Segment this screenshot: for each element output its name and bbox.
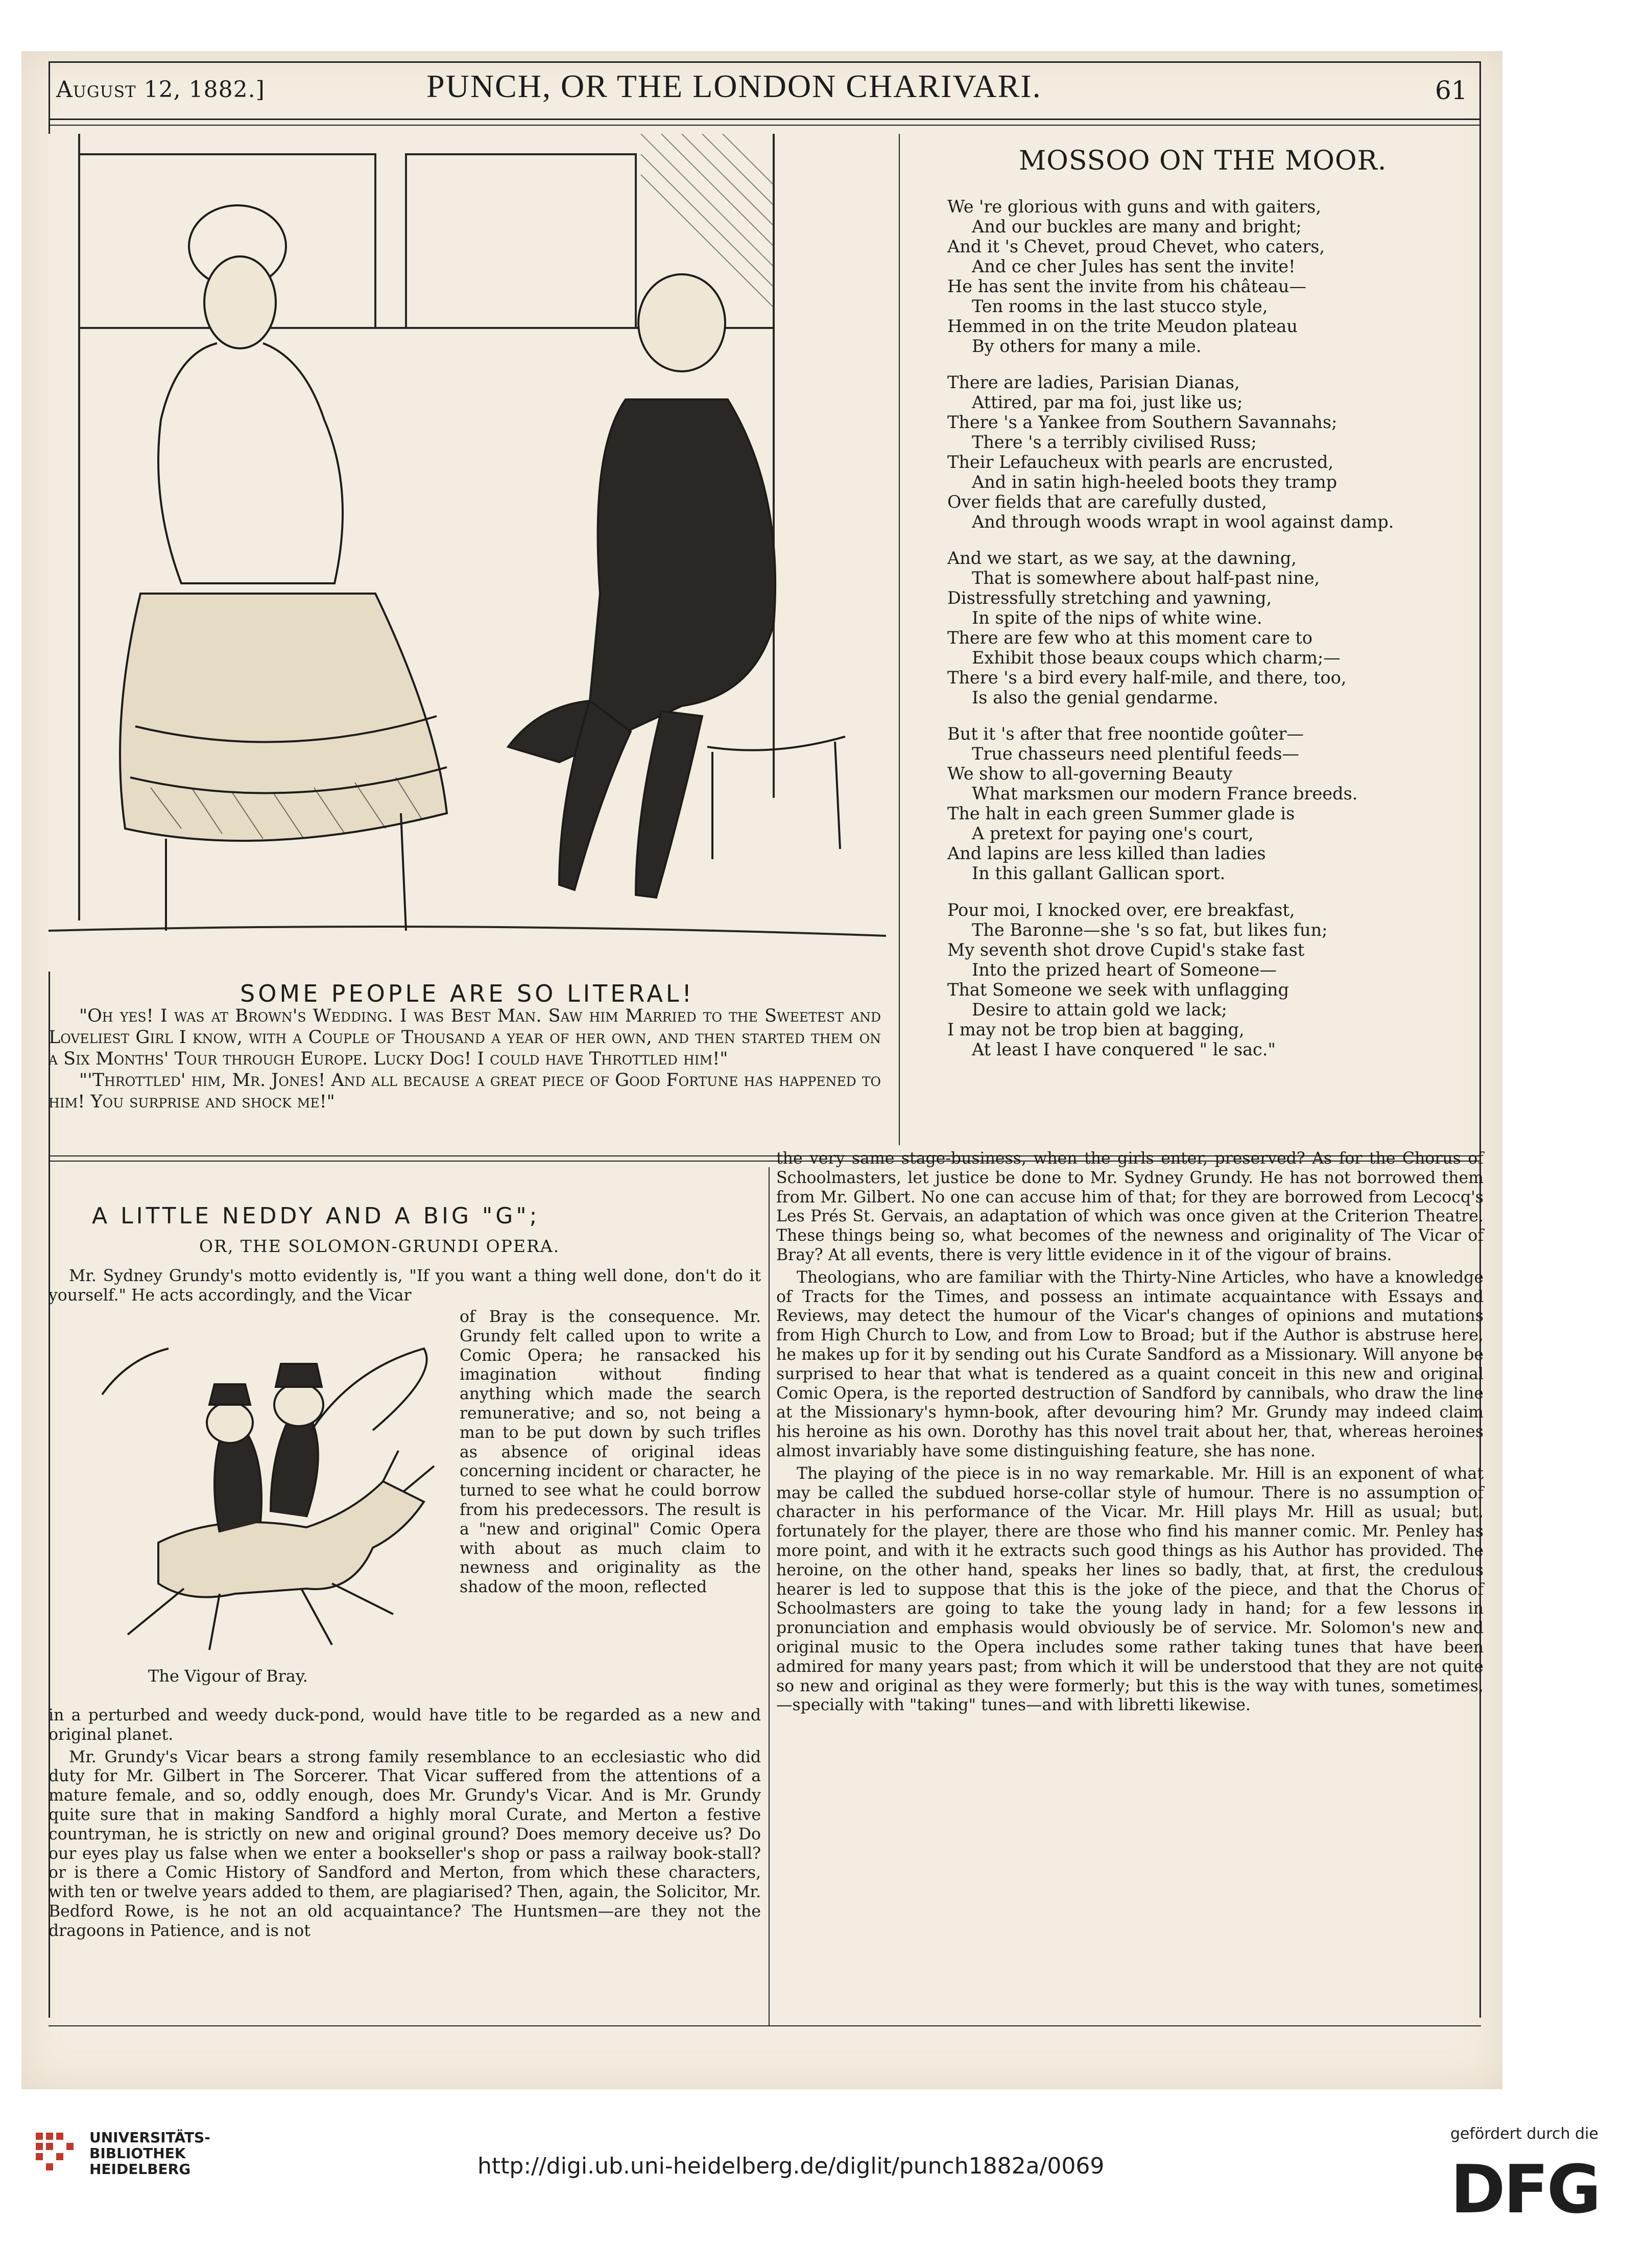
poem-line: There 's a Yankee from Southern Savannahs;: [947, 412, 1337, 433]
poem-stanza: [947, 197, 1468, 356]
poem-stanza: [947, 900, 1468, 1059]
poem-line: And in satin high-heeled boots they tramp: [972, 472, 1337, 492]
funding-label: gefördert durch die: [1450, 2125, 1598, 2143]
column-divider-bottom: [769, 1167, 770, 2025]
poem-line: That is somewhere about half-past nine,: [972, 568, 1320, 588]
poem-line: The halt in each green Summer glade is: [947, 804, 1295, 824]
page-number: 61: [1435, 76, 1468, 105]
poem-line: The Baronne—she 's so fat, but likes fun;: [972, 919, 1328, 940]
article-paragraph: of Bray is the consequence. Mr. Grundy felt called upon to write a Comic Opera; he ransacked his imagination without finding anything which made the search remunerative; and so, not being a man to be put down by such trifles as absence of original ideas concerning incident or character, he turned to see what he could borrow from his predecessors. The result is a "new and original" Comic Opera with about as much claim to newness and originality as the shadow of the moon, reflected: [460, 1308, 761, 1597]
poem-title: MOSSOO ON THE MOOR.: [1019, 146, 1387, 176]
bottom-rule: [49, 2025, 1481, 2026]
poem-line: But it 's after that free noontide goûter—: [947, 724, 1304, 744]
header-rule: [49, 119, 1481, 120]
source-url-link[interactable]: http://digi.ub.uni-heidelberg.de/diglit/punch1882a/0069: [477, 2153, 1105, 2179]
poem-stanza: [947, 372, 1468, 532]
library-name-line: UNIVERSITÄTS-: [89, 2129, 210, 2146]
figure-caption: The Vigour of Bray.: [148, 1666, 308, 1686]
poem-line: Ten rooms in the last stucco style,: [972, 296, 1268, 317]
cartoon-caption: [49, 1005, 881, 1113]
issue-date: August 12, 1882.]: [56, 77, 265, 103]
poem-line: There are ladies, Parisian Dianas,: [947, 372, 1240, 393]
poem-line: What marksmen our modern France breeds.: [972, 784, 1358, 804]
article-paragraph: Theologians, who are familiar with the Thirty-Nine Articles, who have a knowledge of Tracts for the Times, and possess an intimate acquaintance with Essays and Reviews, may detect the humour of the Vicar's changes of opinions and mutations from High Church to Low, and from Low to Broad; but if the Author is abstruse here, he makes up for it by sending out his Curate Sandford as a Missionary. Will anyone be surprised to hear that what is tendered as a quaint conceit in this new and original Comic Opera, is the reported destruction of Sandford by cannibals, who draw the line at the Missionary's hymn-book, after devouring him? Mr. Grundy may indeed claim his heroine as his own. Dorothy has this novel trait about her, that, whereas heroines almost invariably have some distinguishing feature, she has none.: [776, 1268, 1484, 1460]
caption-line-1: "Oh yes! I was at Brown's Wedding. I was Best Man. Saw him Married to the Sweetest and Loveliest Girl I know, with a Couple of Thousand a year of her own, and then started them on a Six Months' Tour through Europe. Lucky Dog! I could have Throttled him!": [49, 1006, 881, 1069]
poem-stanza: [947, 724, 1468, 883]
university-library-logo-icon: [31, 2128, 82, 2179]
poem-line: Attired, par ma foi, just like us;: [972, 392, 1243, 413]
cartoon-title: SOME PEOPLE ARE SO LITERAL!: [240, 980, 695, 1007]
dfg-logo: DFG: [1450, 2151, 1599, 2228]
article-paragraph: in a perturbed and weedy duck-pond, would have title to be regarded as a new and original planet.: [49, 1706, 761, 1744]
article-column-2: [776, 1149, 1484, 1718]
poem-line: In spite of the nips of white wine.: [972, 608, 1262, 628]
poem-line: We show to all-governing Beauty: [947, 764, 1233, 784]
poem-line: And it 's Chevet, proud Chevet, who caters,: [947, 237, 1325, 257]
article-paragraph: Mr. Sydney Grundy's motto evidently is, "If you want a thing well done, don't do it yourself." He acts accordingly, and the Vicar: [49, 1267, 761, 1305]
poem-line: Desire to attain gold we lack;: [972, 999, 1227, 1020]
poem-line: Pour moi, I knocked over, ere breakfast,: [947, 900, 1295, 920]
article-wrap-text: [460, 1308, 761, 1600]
poem-line: And lapins are less killed than ladies: [947, 843, 1266, 864]
poem-line: Is also the genial gendarme.: [972, 688, 1218, 708]
top-border: [49, 61, 1481, 63]
poem-line: In this gallant Gallican sport.: [972, 863, 1226, 884]
article-title: A LITTLE NEDDY AND A BIG "G";: [92, 1203, 540, 1229]
poem-line: There are few who at this moment care to: [947, 628, 1313, 648]
cartoon-illustration: [49, 134, 886, 972]
masthead-title: PUNCH, OR THE LONDON CHARIVARI.: [426, 68, 1042, 104]
poem-line: At least I have conquered " le sac.": [972, 1039, 1276, 1059]
library-name-line: BIBLIOTHEK: [89, 2144, 186, 2162]
caption-line-2: "'Throttled' him, Mr. Jones! And all because a great piece of Good Fortune has happened to him! You surprise and shock me!": [49, 1070, 881, 1112]
poem-line: Their Lefaucheux with pearls are encrusted,: [947, 452, 1334, 472]
right-border: [1479, 61, 1481, 2018]
library-name: [89, 2130, 210, 2177]
library-name-line: HEIDELBERG: [89, 2160, 191, 2178]
poem-line: And we start, as we say, at the dawning,: [947, 548, 1297, 569]
poem-line: And ce cher Jules has sent the invite!: [972, 256, 1296, 277]
poem-body: [947, 197, 1468, 1076]
poem-line: Distressfully stretching and yawning,: [947, 588, 1272, 608]
article-paragraph: The playing of the piece is in no way remarkable. Mr. Hill is an exponent of what may be called the subdued horse-collar style of humour. There is no assumption of character in his performance of the Vicar. Mr. Hill plays Mr. Hill as usual; but, fortunately for the player, there are those who find his manner comic. Mr. Penley has more point, and with it he extracts such good things as his Author has provided. The heroine, on the other hand, speaks her lines so badly, that, at first, the credulous hearer is led to suppose that this is the joke of the piece, and that the Chorus of Schoolmasters are going to take the young lady in hand; for a few lessons in pronunciation and emphasis would obviously be of service. Mr. Solomon's new and original music to the Opera includes some rather taking tunes that have been admired for many years past; from which it will be understood that they are not quite so new and original as they were formerly; but this is the way with tunes, sometimes, —specially with "taking" tunes—and with libretti likewise.: [776, 1464, 1484, 1715]
poem-line: There 's a bird every half-mile, and there, too,: [947, 668, 1347, 688]
poem-line: By others for many a mile.: [972, 336, 1202, 357]
poem-line: He has sent the invite from his château—: [947, 276, 1306, 297]
poem-line: That Someone we seek with unflagging: [947, 979, 1289, 1000]
column-divider-top: [899, 134, 900, 1145]
poem-line: True chasseurs need plentiful feeds—: [972, 744, 1299, 764]
article-paragraph: Mr. Grundy's Vicar bears a strong family resemblance to an ecclesiastic who did duty for Mr. Gilbert in The Sorcerer. That Vicar suffered from the attentions of a mature female, and so, oddly enough, does Mr. Grundy's Vicar. And is Mr. Grundy quite sure that in making Sandford a highly moral Curate, and Merton a festive countryman, he is strictly on new and original ground? Does memory deceive us? Do our eyes play us false when we enter a bookseller's shop or pass a railway book-stall? or is there a Comic History of Sandford and Merton, from which these characters, with ten or twelve years added to them, are plagiarised? Then, again, the Solicitor, Mr. Bedford Rowe, is he not an old acquaintance? The Huntsmen—are they not the dragoons in Patience, and is not: [49, 1747, 761, 1940]
poem-line: A pretext for paying one's court,: [972, 823, 1254, 844]
poem-line: Hemmed in on the trite Meudon plateau: [947, 316, 1298, 337]
article-lead: [49, 1267, 761, 1309]
poem-line: I may not be trop bien at bagging,: [947, 1019, 1245, 1040]
article-column-1: [49, 1706, 761, 1944]
poem-line: We 're glorious with guns and with gaiters,: [947, 197, 1322, 217]
article-subtitle: OR, THE SOLOMON-GRUNDI OPERA.: [199, 1236, 560, 1256]
poem-line: Into the prized heart of Someone—: [972, 959, 1277, 980]
poem-line: There 's a terribly civilised Russ;: [972, 432, 1257, 453]
article-paragraph: the very same stage-business, when the girls enter, preserved? As for the Chorus of Schoolmasters, let justice be done to Mr. Sydney Grundy. He has not borrowed them from Mr. Gilbert. No one can accuse him of that; for they are borrowed from Lecocq's Les Prés St. Gervais, an adaptation of which was once given at the Criterion Theatre. These things being so, what becomes of the newness and originality of The Vicar of Bray? At all events, there is very little evidence in it of the vigour of brains.: [776, 1149, 1484, 1264]
vigour-of-bray-illustration: [66, 1328, 455, 1660]
poem-stanza: [947, 548, 1468, 707]
poem-line: And our buckles are many and bright;: [972, 217, 1302, 237]
poem-line: Exhibit those beaux coups which charm;—: [972, 648, 1341, 668]
header-rule-2: [49, 125, 1481, 126]
poem-line: Over fields that are carefully dusted,: [947, 492, 1267, 512]
poem-line: And through woods wrapt in wool against damp.: [972, 512, 1394, 532]
poem-line: My seventh shot drove Cupid's stake fast: [947, 939, 1305, 960]
